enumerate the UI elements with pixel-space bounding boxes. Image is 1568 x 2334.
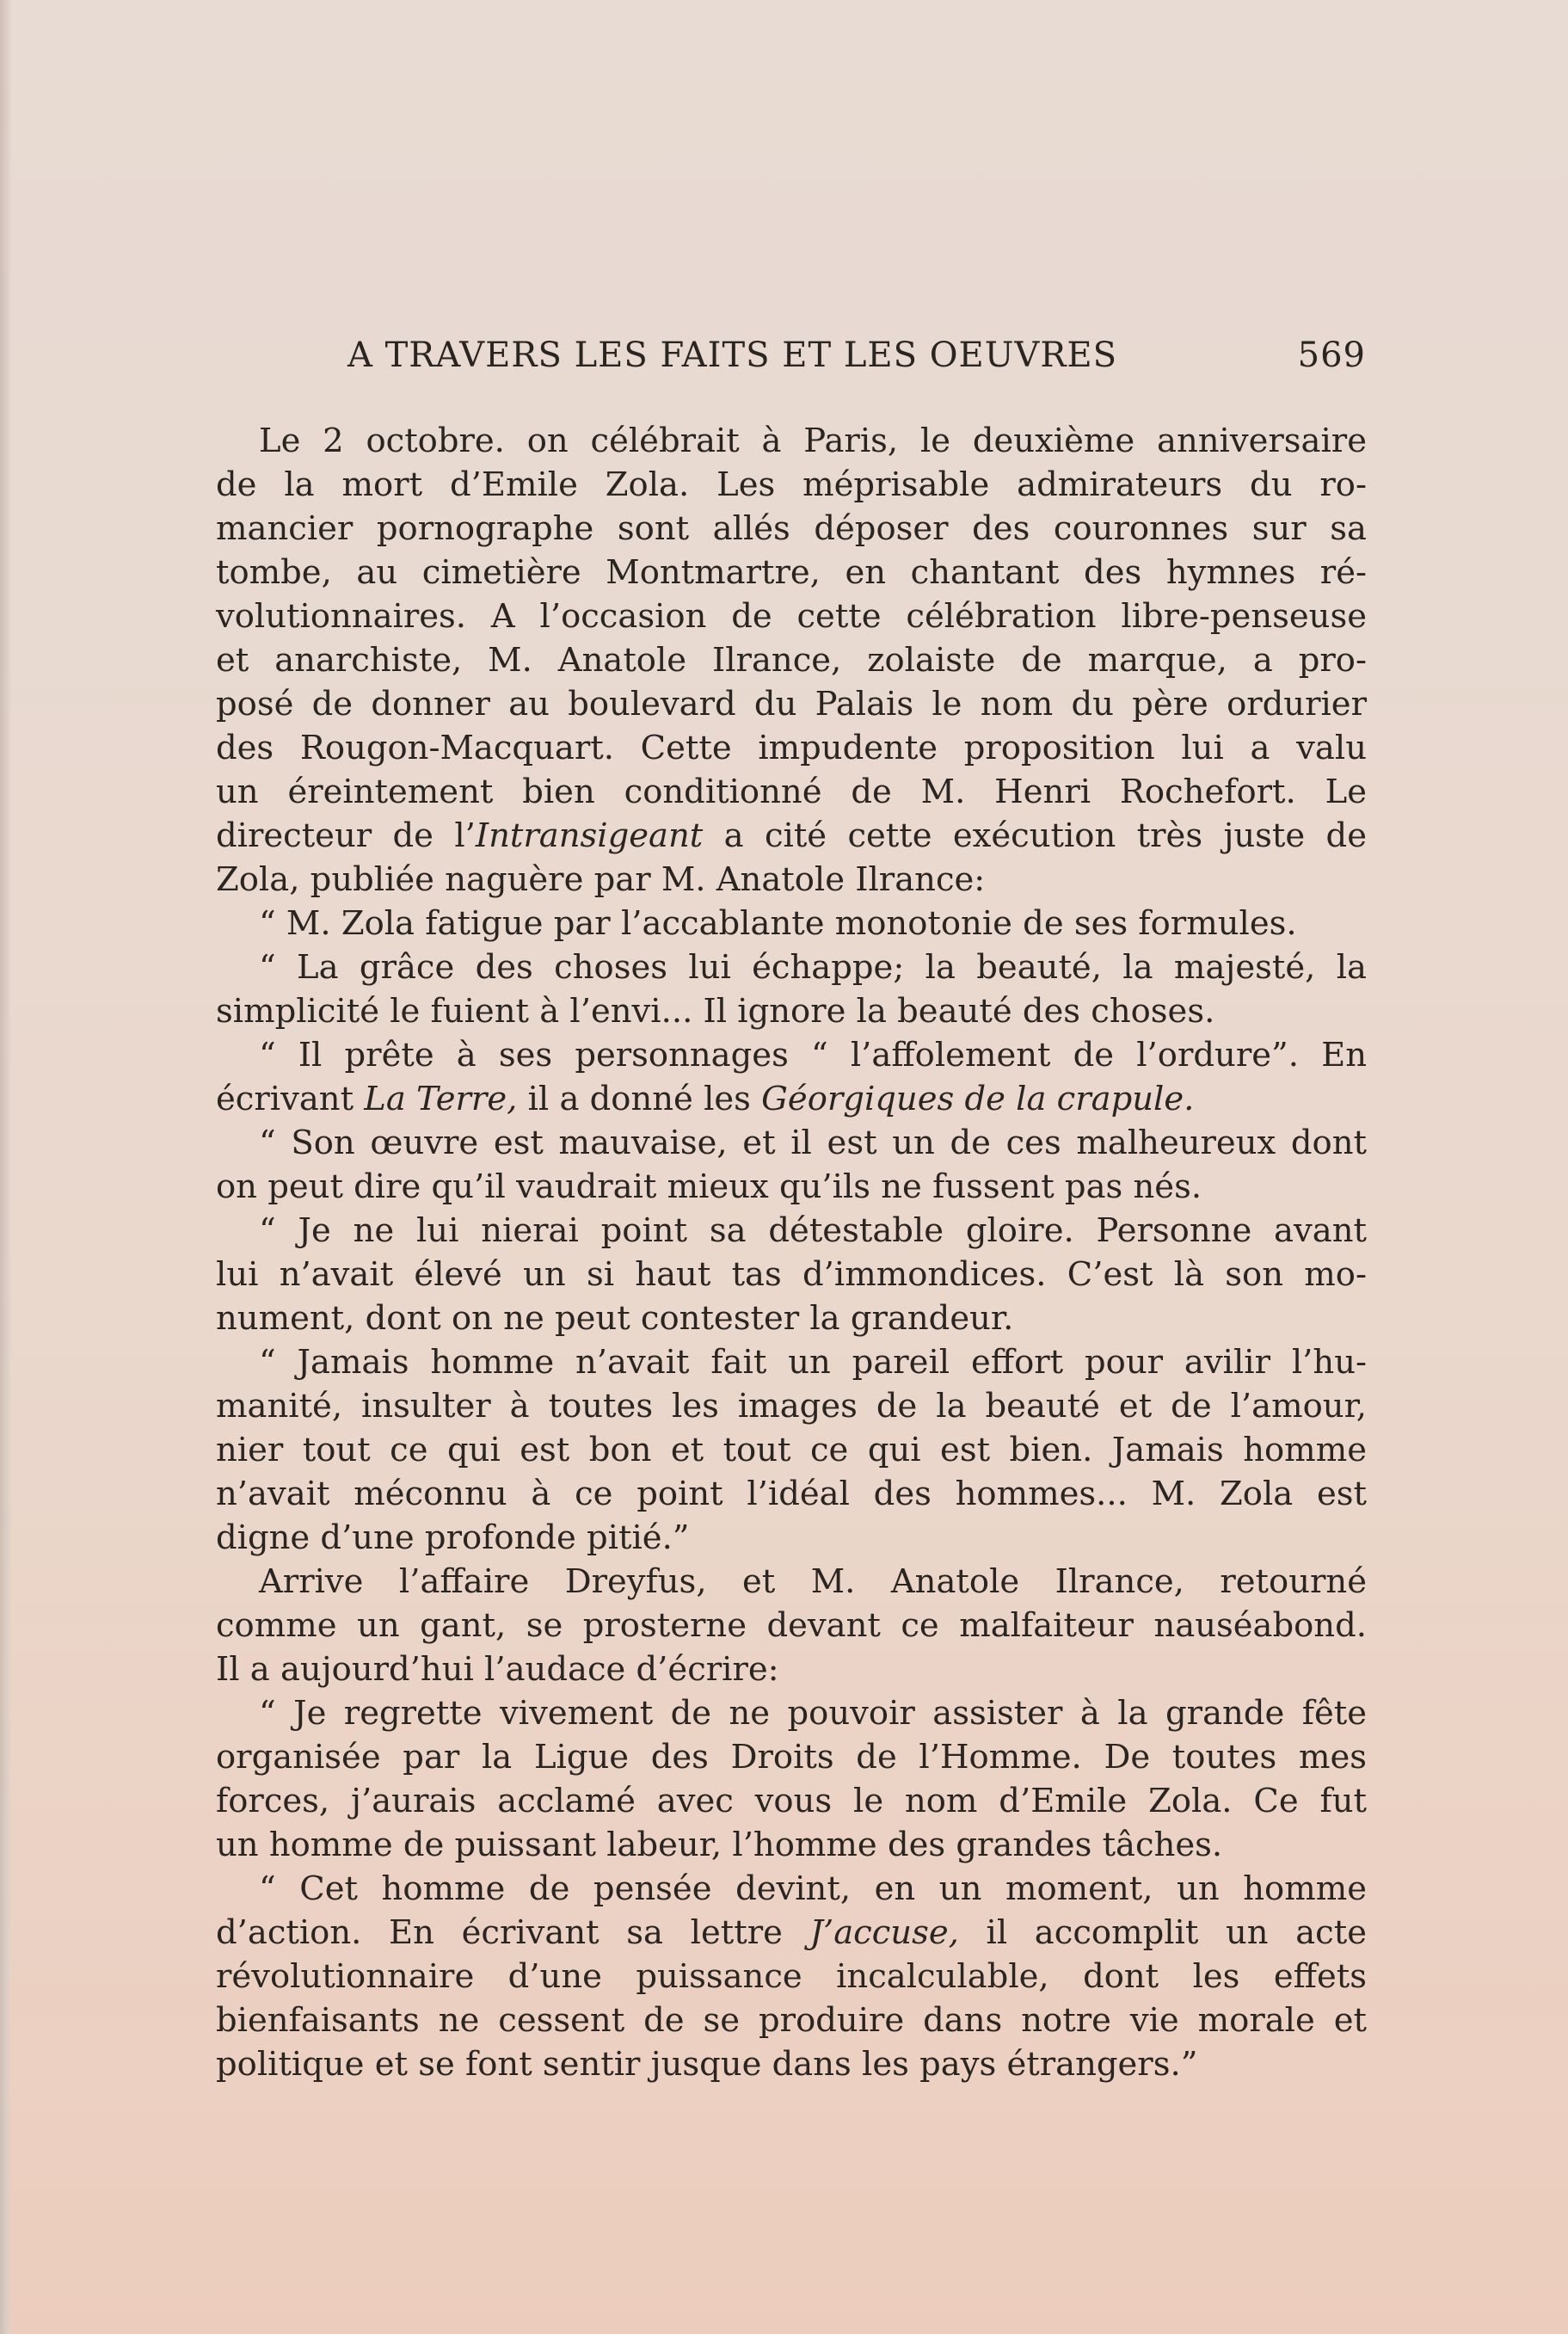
- text-line: révolutionnaire d’une puissance incalculable, dont les effets: [216, 1957, 1367, 1996]
- text-run: il a donné les: [517, 1080, 762, 1118]
- text-line: “ Cet homme de pensée devint, en un moment, un homme: [259, 1869, 1367, 1908]
- body-text: [216, 419, 1367, 2086]
- text-line: mancier pornographe sont allés déposer des couronnes sur sa: [216, 509, 1367, 548]
- text-line: bienfaisants ne cessent de se produire dans notre vie morale et: [216, 2001, 1367, 2040]
- text-line: nier tout ce qui est bon et tout ce qui est bien. Jamais homme: [216, 1431, 1367, 1469]
- text-line: “ M. Zola fatigue par l’accablante monotonie de ses formules.: [259, 904, 1297, 943]
- text-line: et anarchiste, M. Anatole Ilrance, zolaiste de marque, a pro-: [216, 641, 1367, 680]
- text-line: [216, 1911, 1367, 1955]
- text-line: forces, j’aurais acclamé avec vous le nom d’Emile Zola. Ce fut: [216, 1782, 1367, 1820]
- text-line: digne d’une profonde pitié.”: [216, 1518, 690, 1557]
- italic-text: Intransigeant: [475, 816, 704, 855]
- running-title: A TRAVERS LES FAITS ET LES OEUVRES: [347, 336, 1118, 375]
- page-edge: [0, 0, 12, 2334]
- text-line: [216, 814, 1367, 858]
- italic-text: Géorgiques de la crapule.: [761, 1080, 1195, 1118]
- page-number: 569: [1297, 336, 1366, 375]
- text-line: comme un gant, se prosterne devant ce malfaiteur nauséabond.: [216, 1606, 1367, 1645]
- text-line: tombe, au cimetière Montmartre, en chantant des hymnes ré-: [216, 553, 1367, 592]
- text-line: Il a aujourd’hui l’audace d’écrire:: [216, 1650, 779, 1689]
- text-run: il accomplit un acte: [958, 1913, 1367, 1952]
- text-line: [216, 1077, 1367, 1121]
- text-line: manité, insulter à toutes les images de la beauté et de l’amour,: [216, 1387, 1367, 1426]
- text-line: organisée par la Ligue des Droits de l’Homme. De toutes mes: [216, 1738, 1367, 1777]
- text-line: lui n’avait élevé un si haut tas d’immondices. C’est là son mo-: [216, 1255, 1367, 1294]
- italic-text: La Terre,: [364, 1080, 518, 1118]
- italic-text: J’accuse,: [809, 1913, 959, 1952]
- text-line: Zola, publiée naguère par M. Anatole Ilrance:: [216, 860, 986, 899]
- text-line: nument, dont on ne peut contester la grandeur.: [216, 1299, 1014, 1338]
- text-line: de la mort d’Emile Zola. Les méprisable admirateurs du ro-: [216, 465, 1367, 504]
- text-line: n’avait méconnu à ce point l’idéal des hommes... M. Zola est: [216, 1475, 1367, 1513]
- text-run: d’action. En écrivant sa lettre: [216, 1913, 810, 1952]
- text-run: directeur de l’: [216, 816, 476, 855]
- text-run: a cité cette exécution très juste de: [703, 816, 1367, 855]
- text-line: des Rougon-Macquart. Cette impudente proposition lui a valu: [216, 729, 1367, 767]
- text-line: un éreintement bien conditionné de M. Henri Rochefort. Le: [216, 773, 1367, 811]
- text-line: un homme de puissant labeur, l’homme des grandes tâches.: [216, 1826, 1223, 1864]
- text-line: on peut dire qu’il vaudrait mieux qu’ils ne fussent pas nés.: [216, 1167, 1202, 1206]
- text-line: volutionnaires. A l’occasion de cette célébration libre-penseuse: [216, 597, 1367, 636]
- text-line: “ Je ne lui nierai point sa détestable gloire. Personne avant: [259, 1211, 1367, 1250]
- running-header: [347, 334, 1366, 377]
- text-line: Le 2 octobre. on célébrait à Paris, le deuxième anniversaire: [259, 422, 1367, 460]
- text-line: politique et se font sentir jusque dans les pays étrangers.”: [216, 2045, 1198, 2084]
- text-line: “ Je regrette vivement de ne pouvoir assister à la grande fête: [259, 1694, 1367, 1733]
- text-line: simplicité le fuient à l’envi... Il ignore la beauté des choses.: [216, 992, 1215, 1031]
- text-line: “ Son œuvre est mauvaise, et il est un de ces malheureux dont: [259, 1124, 1367, 1162]
- text-line: posé de donner au boulevard du Palais le nom du père ordurier: [216, 685, 1367, 724]
- text-line: “ Jamais homme n’avait fait un pareil effort pour avilir l’hu-: [259, 1343, 1367, 1382]
- text-line: “ La grâce des choses lui échappe; la beauté, la majesté, la: [259, 948, 1367, 987]
- text-line: “ Il prête à ses personnages “ l’affolement de l’ordure”. En: [259, 1036, 1367, 1075]
- text-run: écrivant: [216, 1080, 365, 1118]
- text-line: Arrive l’affaire Dreyfus, et M. Anatole Ilrance, retourné: [259, 1562, 1367, 1601]
